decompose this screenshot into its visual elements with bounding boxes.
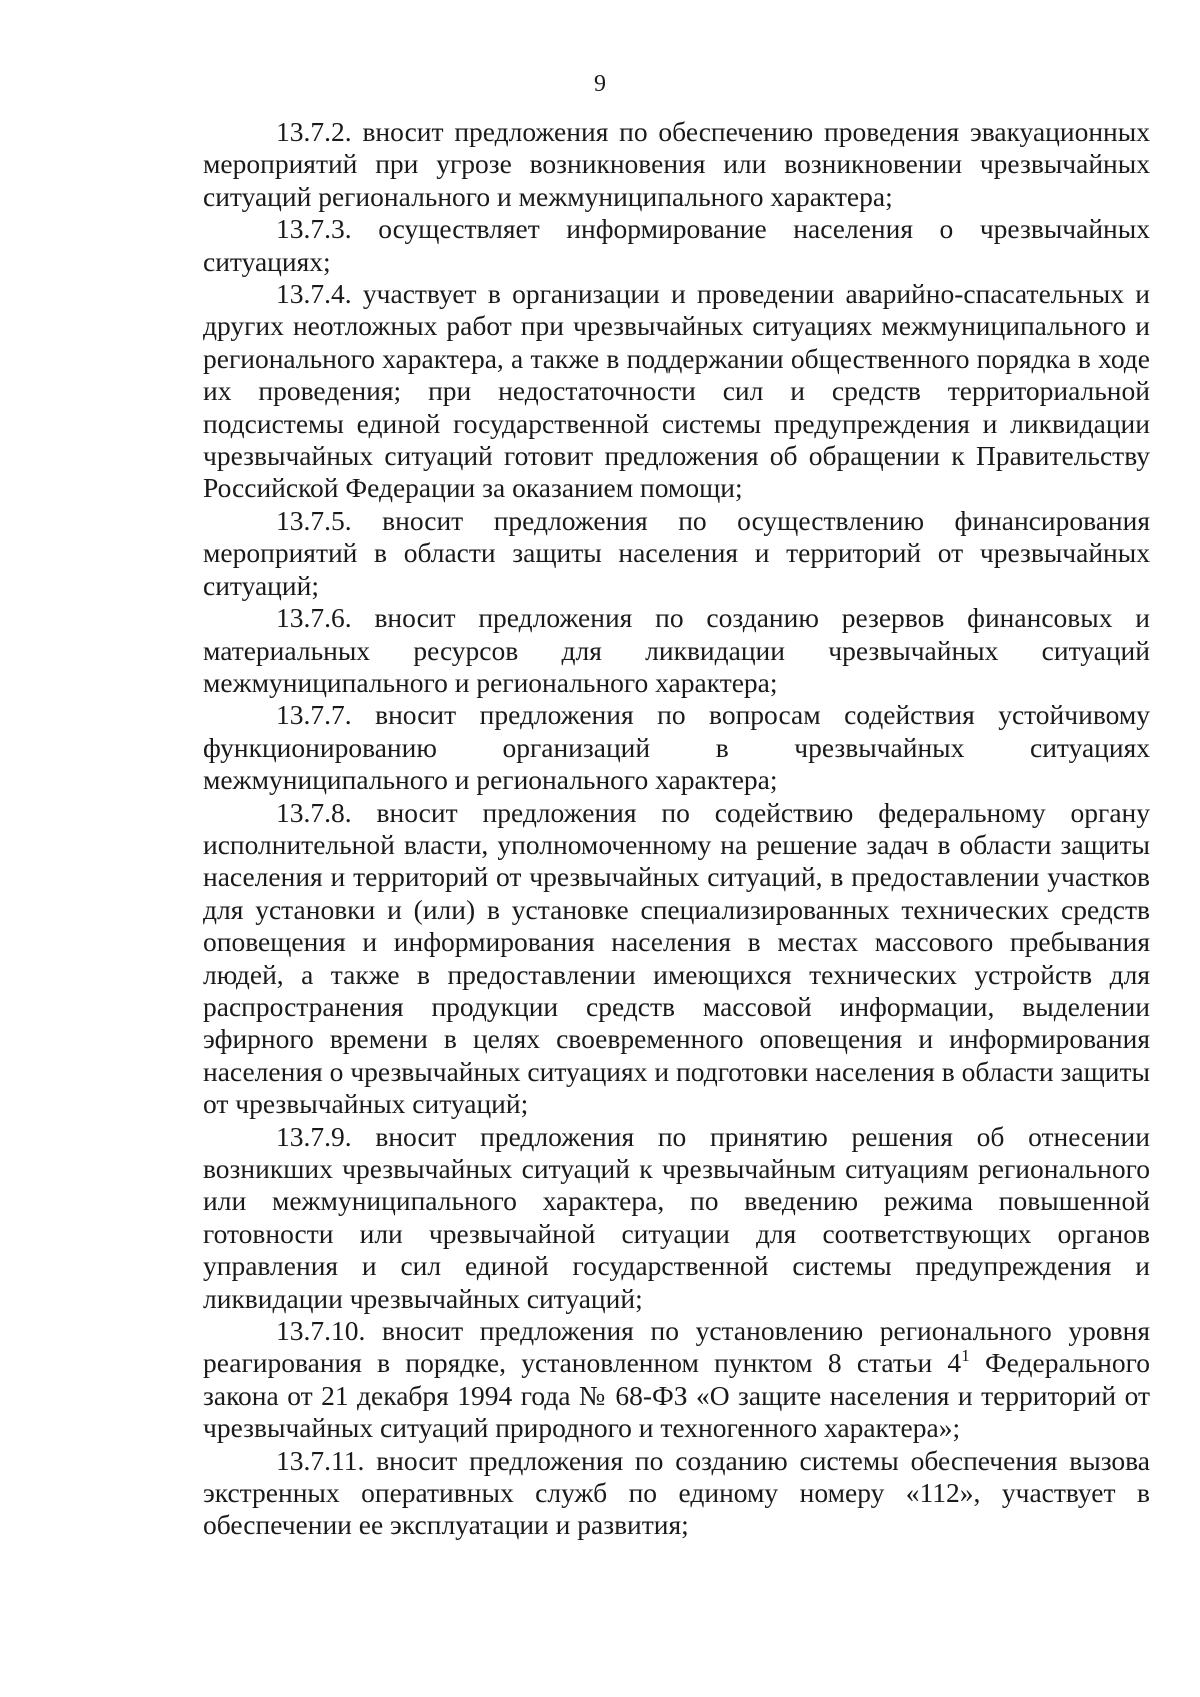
superscript: 1 [961, 1346, 970, 1366]
paragraph-text: вносит предложения по обеспечению проведения эвакуационных мероприятий при угрозе возникновения или возникновении чрезвычайных ситуаций регионального и межмуниципального характера; [203, 116, 1150, 212]
paragraph-number: 13.7.10. [276, 1315, 366, 1347]
paragraph-text: вносит предложения по принятию решения об отнесении возникших чрезвычайных ситуаций к чрезвычайным ситуациям регионального или межмуниципального характера, по введению режима повышенной готовности или чрезвычайной ситуации для соответствующих органов управления и сил единой государственной системы предупреждения и ликвидации чрезвычайных ситуаций; [203, 1120, 1150, 1314]
paragraph-number: 13.7.7. [276, 699, 352, 731]
paragraph-text: вносит предложения по вопросам содействия устойчивому функционированию организаций в чрезвычайных ситуациях межмуниципального и регионального характера; [203, 699, 1150, 796]
paragraph-13-7-6 [203, 602, 1150, 699]
paragraph-13-7-3 [203, 213, 1150, 278]
paragraph-13-7-5 [203, 505, 1150, 602]
document-body [203, 116, 1150, 1542]
paragraph-text: вносит предложения по созданию резервов финансовых и материальных ресурсов для ликвидации чрезвычайных ситуаций межмуниципального и регионального характера; [203, 602, 1151, 698]
paragraph-number: 13.7.9. [276, 1120, 352, 1152]
paragraph-text: вносит предложения по созданию системы обеспечения вызова экстренных оперативных служб по единому номеру «112», участвует в обеспечении ее эксплуатации и развития; [203, 1444, 1150, 1541]
paragraph-number: 13.7.2. [276, 116, 352, 147]
paragraph-13-7-10 [203, 1315, 1150, 1445]
paragraph-13-7-8 [203, 797, 1150, 1121]
paragraph-13-7-2 [203, 116, 1150, 213]
paragraph-number: 13.7.4. [276, 278, 352, 310]
paragraph-13-7-9 [203, 1121, 1150, 1315]
paragraph-text-before: вносит предложения по установлению регионального уровня реагирования в порядке, установленном пунктом 8 статьи 4 [203, 1315, 1150, 1379]
paragraph-text: вносит предложения по содействию федеральному органу исполнительной власти, уполномоченному на решение задач в области защиты населения и территорий от чрезвычайных ситуаций, в предоставлении участков для установки и (или) в установке специализированных технических средств оповещения и информирования населения в местах массового пребывания людей, а также в предоставлении имеющихся технических устройств для распространения продукции средств массовой информации, выделении эфирного времени в целях своевременного оповещения и информирования населения о чрезвычайных ситуациях и подготовки населения в области защиты от чрезвычайных ситуаций; [203, 796, 1150, 1120]
paragraph-text: участвует в организации и проведении аварийно-спасательных и других неотложных работ при чрезвычайных ситуациях межмуниципального и регионального характера, а также в поддержании общественного порядка в ходе их проведения; при недостаточности сил и средств территориальной подсистемы единой государственной системы предупреждения и ликвидации чрезвычайных ситуаций готовит предложения об обращении к Правительству Российской Федерации за оказанием помощи; [203, 278, 1150, 504]
paragraph-13-7-4 [203, 278, 1150, 505]
paragraph-number: 13.7.5. [276, 504, 352, 536]
paragraph-text: вносит предложения по осуществлению финансирования мероприятий в области защиты населения и территорий от чрезвычайных ситуаций; [203, 504, 1151, 601]
paragraph-text: осуществляет информирование населения о чрезвычайных ситуациях; [203, 213, 1150, 277]
paragraph-number: 13.7.3. [276, 213, 352, 245]
paragraph-number: 13.7.8. [276, 796, 352, 828]
paragraph-text-after: Федерального закона от 21 декабря 1994 года № 68-ФЗ «О защите населения и территорий от чрезвычайных ситуаций природного и техногенного характера»; [203, 1347, 1150, 1444]
paragraph-number: 13.7.6. [276, 602, 352, 634]
paragraph-13-7-11 [203, 1445, 1150, 1542]
page-number: 9 [594, 71, 606, 97]
paragraph-number: 13.7.11. [276, 1444, 365, 1476]
paragraph-13-7-7 [203, 699, 1150, 796]
